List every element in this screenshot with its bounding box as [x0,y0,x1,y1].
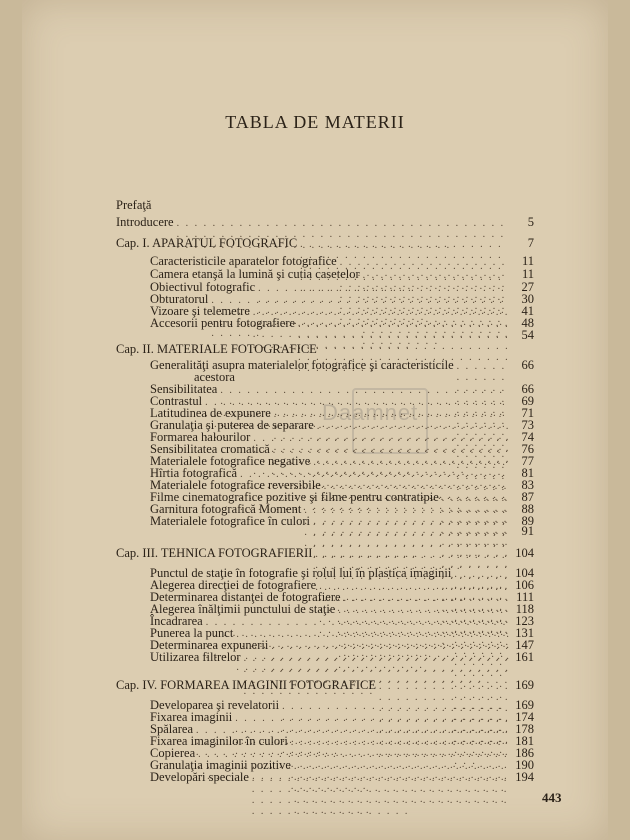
toc-page-number: 11 [521,267,534,281]
toc-entry-label: Filme cinematografice pozitive şi filme pentru contratipie [150,490,439,504]
toc-entry-label: Latitudinea de expunere [150,406,271,420]
page-number: 443 [542,790,562,805]
toc-page-number: 74 [521,430,534,444]
toc-entry-label: Camera etanşă la lumină şi cutia casetelor [150,267,360,281]
toc-page-number: 27 [521,280,534,294]
toc-page-number: 69 [521,394,534,408]
toc-entry-label: Granulaţia şi puterea de separare [150,418,314,432]
toc-entry-label: Cap. IV. FORMAREA IMAGINII FOTOGRAFICE [116,678,376,692]
toc-leader-dots [252,773,511,817]
toc-page-number: 48 [521,316,534,330]
toc-entry-label: Încadrarea [150,614,203,628]
toc-entry-label: Materialele fotografice negative [150,454,311,468]
toc-entry-label: Fixarea imaginii [150,710,233,724]
toc-entry-label: Developarea şi revelatorii [150,698,280,712]
toc-entry-label: Utilizarea filtrelor [150,650,241,664]
toc-page-number: 147 [515,638,534,652]
toc-page-number: 104 [515,566,534,580]
toc-entry-label: Formarea halourilor [150,430,251,444]
toc-page-number: 190 [515,758,534,772]
toc-entry-label: Materialele fotografice reversibile [150,478,321,492]
toc-page-number: 11 [521,254,534,268]
toc-entry-label: acestora [194,370,235,384]
page-title: TABLA DE MATERII [225,112,405,132]
toc-entry-label: Materialele fotografice în culori [150,514,310,528]
toc-entry-label: Determinarea distanţei de fotografiere [150,590,341,604]
toc-page-number: 169 [515,698,534,712]
toc-entry-label: Developări speciale [150,770,249,784]
toc-page-number: 88 [521,502,534,516]
toc-page-number: 118 [515,602,534,616]
toc-entry-label: Alegerea direcţiei de fotografiere [150,578,317,592]
toc-entry-label: Sensibilitatea [150,382,218,396]
toc-page-number: 7 [527,236,534,250]
toc-entry-label: Contrastul [150,394,203,408]
table-of-contents [116,0,534,840]
toc-entry-label: Generalităţi asupra materialelor fotografice şi caracteristicile [150,358,454,372]
watermark-text: Daamnet [322,400,419,425]
toc-page-number: 174 [515,710,534,724]
toc-page-number: 161 [515,650,534,664]
toc-page-number: 89 [521,514,534,528]
toc-entry-label: Alegerea înălţimii punctului de staţie [150,602,336,616]
toc-entry-label: Granulaţia imaginii pozitive [150,758,291,772]
toc-page-number: 104 [515,546,534,560]
toc-entry-label: Cap. I. APARATUL FOTOGRAFIC [116,236,298,250]
toc-page-number: 111 [516,590,534,604]
toc-entry-label: Caracteristicile aparatelor fotografice [150,254,337,268]
toc-page-number: 91 [521,524,534,538]
toc-page-number: 66 [521,358,534,372]
toc-page-number: 77 [521,454,534,468]
toc-page-number: 186 [515,746,534,760]
toc-entry-label: Punerea la punct [150,626,234,640]
toc-entry-label: Vizoare şi telemetre [150,304,250,318]
toc-entry-label: Introducere [116,215,174,229]
toc-entry-label: Prefaţă [116,198,152,212]
toc-page-number: 83 [521,478,534,492]
toc-page-number: 30 [521,292,534,306]
toc-entry-label: Copierea [150,746,196,760]
toc-entry-label: Sensibilitatea cromatică [150,442,270,456]
toc-page-number: 87 [521,490,534,504]
toc-page-number: 178 [515,722,534,736]
toc-page-number: 169 [515,678,534,692]
toc-page-number: 71 [521,406,534,420]
toc-page-number: 194 [515,770,534,784]
toc-page-number: 54 [521,328,534,342]
toc-entry-label: Spălarea [150,722,194,736]
book-page [22,0,608,840]
toc-page-number: 131 [515,626,534,640]
toc-page-number: 41 [521,304,534,318]
toc-entry-label: Accesorii pentru fotografiere [150,316,296,330]
toc-entry-label: Obturatorul [150,292,209,306]
toc-entry-label: Fixarea imaginilor în culori [150,734,288,748]
toc-page-number: 73 [521,418,534,432]
toc-entry-row [150,770,534,817]
toc-page-number: 181 [515,734,534,748]
toc-page-number: 76 [521,442,534,456]
toc-page-number: 66 [521,382,534,396]
toc-entry-label: Cap. III. TEHNICA FOTOGRAFIERII [116,546,313,560]
toc-entry-label: Determinarea expunerii [150,638,269,652]
toc-entry-label: Hîrtia fotografică [150,466,238,480]
toc-page-number: 123 [515,614,534,628]
toc-entry-label: Garnitura fotografică Moment [150,502,302,516]
toc-entry-label: Punctul de staţie în fotografie şi rolul lui în plastica imaginii [150,566,452,580]
toc-page-number: 106 [515,578,534,592]
toc-page-number: 5 [527,215,534,229]
toc-page-number: 81 [521,466,534,480]
toc-entry-label: Cap. II. MATERIALE FOTOGRAFICE [116,342,317,356]
toc-entry-label: Obiectivul fotografic [150,280,256,294]
